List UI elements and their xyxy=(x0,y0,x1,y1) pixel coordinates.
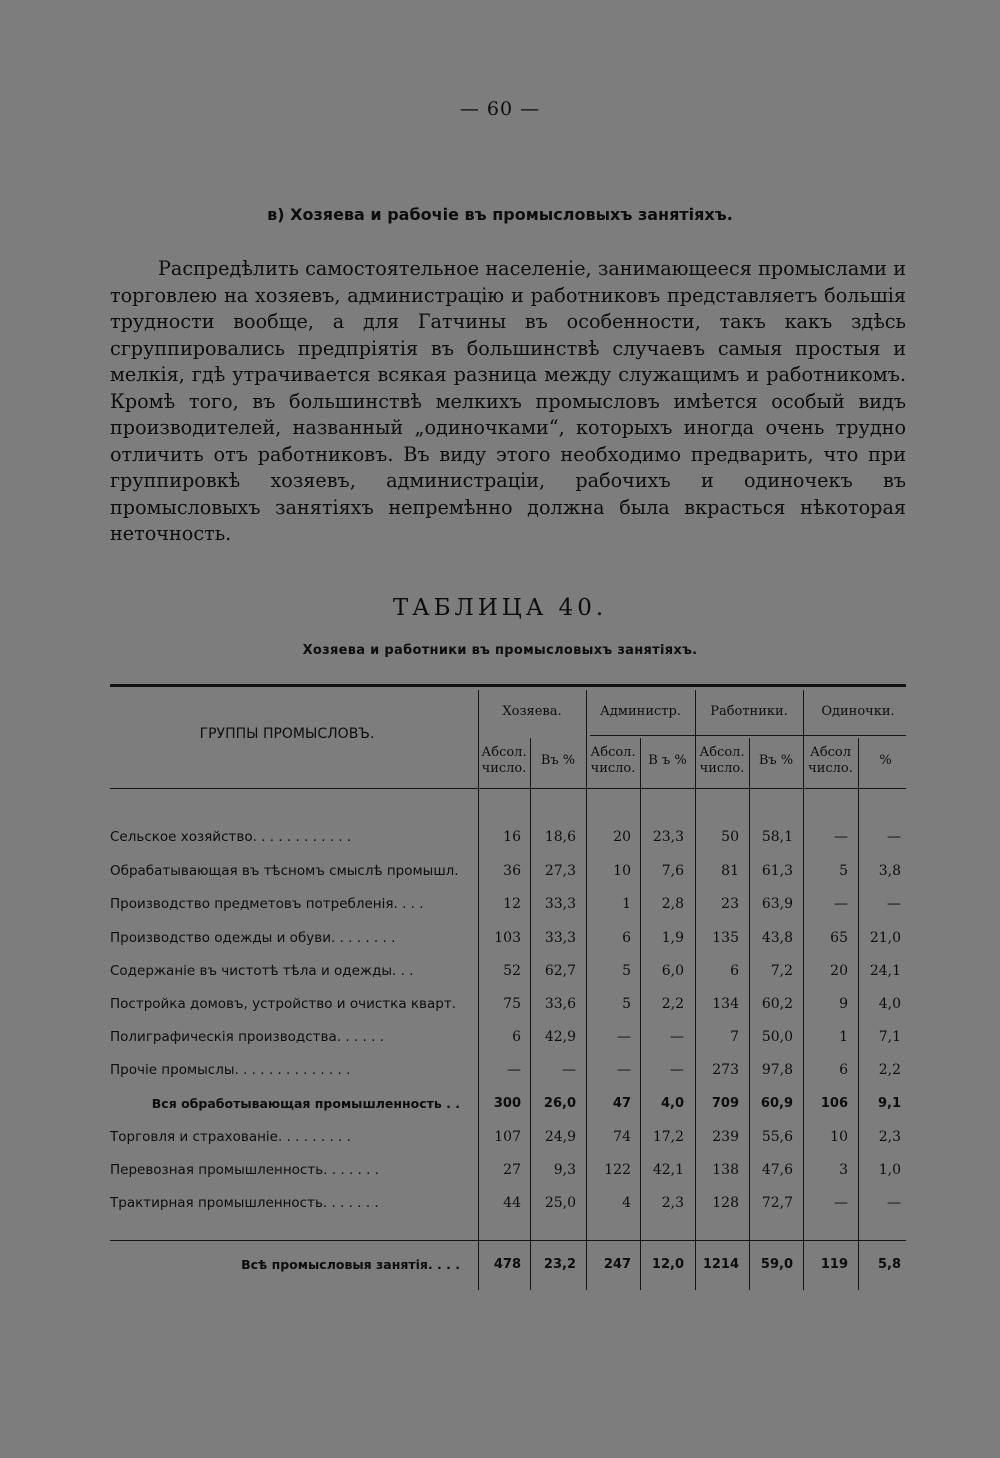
row-label: Производство предметовъ потребленія. . . . xyxy=(110,896,424,912)
table-cell: — xyxy=(670,1029,684,1045)
table-cell: — xyxy=(887,1195,901,1211)
subheader-pct: В ъ % xyxy=(648,753,687,768)
table-cell: 9,1 xyxy=(877,1096,901,1111)
table-cell: 2,3 xyxy=(661,1195,684,1211)
row-label: Полиграфическія производства. . . . . . xyxy=(110,1029,384,1045)
table-cell: 10 xyxy=(613,863,631,879)
table-cell: 4,0 xyxy=(660,1096,684,1111)
table-cell: 27,3 xyxy=(544,863,576,879)
table-cell: 119 xyxy=(820,1257,848,1272)
table-cell: 16 xyxy=(503,829,521,845)
table-cell: 63,9 xyxy=(761,896,793,912)
table-cell: 10 xyxy=(830,1129,848,1145)
table-cell: — xyxy=(834,896,848,912)
table-cell: 58,1 xyxy=(761,829,793,845)
total-rule xyxy=(110,1240,906,1241)
table-cell: 20 xyxy=(830,963,848,979)
row-label: Перевозная промышленность. . . . . . . xyxy=(110,1162,379,1178)
table-cell: 74 xyxy=(613,1129,631,1145)
page-number: — 60 — xyxy=(459,98,541,120)
table-cell: 478 xyxy=(493,1257,521,1272)
table-cell: 5 xyxy=(622,963,631,979)
table-cell: 42,9 xyxy=(544,1029,576,1045)
table-cell: 6,0 xyxy=(661,963,684,979)
table-cell: 59,0 xyxy=(760,1257,793,1272)
table-cell: 135 xyxy=(712,930,739,946)
row-label: Торговля и страхованіе. . . . . . . . . xyxy=(110,1129,351,1145)
table-cell: 47 xyxy=(612,1096,631,1111)
table-cell: 23,3 xyxy=(652,829,684,845)
table-row xyxy=(0,930,1000,960)
table-cell: 1 xyxy=(622,896,631,912)
subheader-abs: Абсол. число. xyxy=(590,745,636,776)
table-cell: 24,9 xyxy=(544,1129,576,1145)
row-label: Трактирная промышленность. . . . . . . xyxy=(110,1195,379,1211)
table-cell: 247 xyxy=(603,1257,631,1272)
table-cell: — xyxy=(617,1029,631,1045)
table-cell: 97,8 xyxy=(761,1062,793,1078)
table-cell: 239 xyxy=(712,1129,739,1145)
group-column-header: ГРУППЫ ПРОМЫСЛОВЪ. xyxy=(199,726,375,742)
table-row xyxy=(0,1096,1000,1126)
table-cell: 50,0 xyxy=(761,1029,793,1045)
table-cell: 1,9 xyxy=(661,930,684,946)
table-cell: 709 xyxy=(711,1096,739,1111)
table-cell: 103 xyxy=(494,930,521,946)
row-label: Содержаніе въ чистотѣ тѣла и одежды. . . xyxy=(110,963,414,979)
table-row xyxy=(0,896,1000,926)
table-cell: 60,2 xyxy=(761,996,793,1012)
table-cell: — xyxy=(562,1062,576,1078)
table-cell: 20 xyxy=(613,829,631,845)
table-cell: — xyxy=(507,1062,521,1078)
row-label: Постройка домовъ, устройство и очистка кварт. xyxy=(110,996,456,1012)
table-cell: 2,2 xyxy=(661,996,684,1012)
table-cell: 24,1 xyxy=(869,963,901,979)
category-header-admin: Администр. xyxy=(600,704,681,719)
table-cell: 25,0 xyxy=(544,1195,576,1211)
table-cell: 2,2 xyxy=(878,1062,901,1078)
table-cell: 6 xyxy=(512,1029,521,1045)
table-cell: 52 xyxy=(503,963,521,979)
subheader-pct: Въ % xyxy=(758,753,794,768)
table-cell: 7,2 xyxy=(770,963,793,979)
table-row xyxy=(0,1257,1000,1287)
table-cell: 33,3 xyxy=(544,930,576,946)
table-cell: 138 xyxy=(712,1162,739,1178)
table-cell: 55,6 xyxy=(761,1129,793,1145)
subheader-pct: Въ % xyxy=(540,753,576,768)
row-label: Сельское хозяйство. . . . . . . . . . . . xyxy=(110,829,352,845)
table-header-rule xyxy=(110,788,906,789)
table-cell: — xyxy=(617,1062,631,1078)
table-row xyxy=(0,1029,1000,1059)
table-cell: 75 xyxy=(503,996,521,1012)
row-label: Обрабатывающая въ тѣсномъ смыслѣ промышл. xyxy=(110,863,459,879)
table-title: ТАБЛИЦА 40. xyxy=(392,595,608,621)
table-cell: 3 xyxy=(839,1162,848,1178)
subheader-abs: Абсол число. xyxy=(808,745,853,776)
table-cell: 9 xyxy=(839,996,848,1012)
table-cell: — xyxy=(834,1195,848,1211)
table-cell: 23,2 xyxy=(543,1257,576,1272)
table-top-rule xyxy=(110,684,906,687)
row-label: Производство одежды и обуви. . . . . . . . xyxy=(110,930,396,946)
table-cell: 61,3 xyxy=(761,863,793,879)
table-cell: 65 xyxy=(830,930,848,946)
table-row xyxy=(0,1062,1000,1092)
table-cell: 23 xyxy=(721,896,739,912)
table-cell: 300 xyxy=(493,1096,521,1111)
table-cell: 128 xyxy=(712,1195,739,1211)
table-row xyxy=(0,1195,1000,1225)
row-label: Прочіе промыслы. . . . . . . . . . . . . . xyxy=(110,1062,351,1078)
category-header-singles: Одиночки. xyxy=(821,704,895,719)
table-cell: 7,6 xyxy=(661,863,684,879)
table-cell: 7,1 xyxy=(878,1029,901,1045)
table-cell: 42,1 xyxy=(652,1162,684,1178)
table-cell: 47,6 xyxy=(761,1162,793,1178)
table-cell: 33,6 xyxy=(544,996,576,1012)
table-cell: 26,0 xyxy=(543,1096,576,1111)
subheader-rule xyxy=(590,735,906,736)
table-cell: 4 xyxy=(622,1195,631,1211)
table-row xyxy=(0,996,1000,1026)
table-subtitle: Хозяева и работники въ промысловыхъ занятіяхъ. xyxy=(302,643,698,658)
table-cell: 5,8 xyxy=(877,1257,901,1272)
table-row xyxy=(0,963,1000,993)
table-cell: 81 xyxy=(721,863,739,879)
row-label: Вся обработывающая промышленность . . xyxy=(151,1096,460,1111)
table-cell: 18,6 xyxy=(544,829,576,845)
table-cell: 5 xyxy=(622,996,631,1012)
table-cell: 7 xyxy=(730,1029,739,1045)
table-cell: 43,8 xyxy=(761,930,793,946)
table-cell: — xyxy=(887,896,901,912)
category-header-owners: Хозяева. xyxy=(502,704,562,719)
table-cell: 62,7 xyxy=(544,963,576,979)
table-cell: 3,8 xyxy=(878,863,901,879)
table-row xyxy=(0,1162,1000,1192)
table-cell: 36 xyxy=(503,863,521,879)
table-cell: 134 xyxy=(712,996,739,1012)
table-cell: 6 xyxy=(839,1062,848,1078)
table-cell: 122 xyxy=(604,1162,631,1178)
subheader-abs: Абсол. число. xyxy=(481,745,527,776)
body-paragraph: Распредѣлить самостоятельное населеніе, занимающееся промыслами и торговлею на хозяевъ, администрацію и работниковъ представляетъ большія трудности вообще, а для Гатчины въ особенности, такъ какъ здѣсь сгруппировались предпріятія въ большинствѣ случаевъ самыя простыя и мелкія, гдѣ утрачивается всякая разница между служащимъ и работникомъ. Кромѣ того, въ большинствѣ мелкихъ промысловъ имѣется особый видъ производителей, названный „одиночками“, которыхъ иногда очень трудно отличить отъ работниковъ. Въ виду этого необходимо предварить, что при группировкѣ хозяевъ, администраціи, рабочихъ и одиночекъ въ промысловыхъ занятіяхъ непремѣнно должна была вкрасться нѣкоторая неточность. xyxy=(110,257,906,545)
table-cell: 9,3 xyxy=(553,1162,576,1178)
table-cell: 72,7 xyxy=(761,1195,793,1211)
table-cell: 107 xyxy=(494,1129,521,1145)
table-cell: 1214 xyxy=(702,1257,739,1272)
table-cell: 6 xyxy=(730,963,739,979)
table-cell: 12 xyxy=(503,896,521,912)
table-cell: 1 xyxy=(839,1029,848,1045)
subheader-abs: Абсол. число. xyxy=(699,745,745,776)
table-cell: — xyxy=(834,829,848,845)
table-cell: 6 xyxy=(622,930,631,946)
table-cell: 44 xyxy=(503,1195,521,1211)
table-cell: 5 xyxy=(839,863,848,879)
section-heading: в) Хозяева и рабочіе въ промысловыхъ занятіяхъ. xyxy=(267,205,733,224)
table-cell: 4,0 xyxy=(878,996,901,1012)
table-row xyxy=(0,1129,1000,1159)
table-cell: 2,3 xyxy=(878,1129,901,1145)
table-cell: 21,0 xyxy=(869,930,901,946)
table-cell: 106 xyxy=(820,1096,848,1111)
table-cell: 17,2 xyxy=(652,1129,684,1145)
table-cell: — xyxy=(887,829,901,845)
table-cell: 273 xyxy=(712,1062,739,1078)
table-row xyxy=(0,829,1000,859)
table-cell: 1,0 xyxy=(878,1162,901,1178)
subheader-pct: % xyxy=(879,753,892,768)
table-cell: — xyxy=(670,1062,684,1078)
table-cell: 60,9 xyxy=(760,1096,793,1111)
table-cell: 2,8 xyxy=(661,896,684,912)
table-cell: 12,0 xyxy=(651,1257,684,1272)
table-cell: 33,3 xyxy=(544,896,576,912)
table-cell: 50 xyxy=(721,829,739,845)
table-row xyxy=(0,863,1000,893)
table-cell: 27 xyxy=(503,1162,521,1178)
row-label: Всѣ промысловыя занятія. . . . xyxy=(241,1257,460,1272)
category-header-workers: Работники. xyxy=(710,704,788,719)
